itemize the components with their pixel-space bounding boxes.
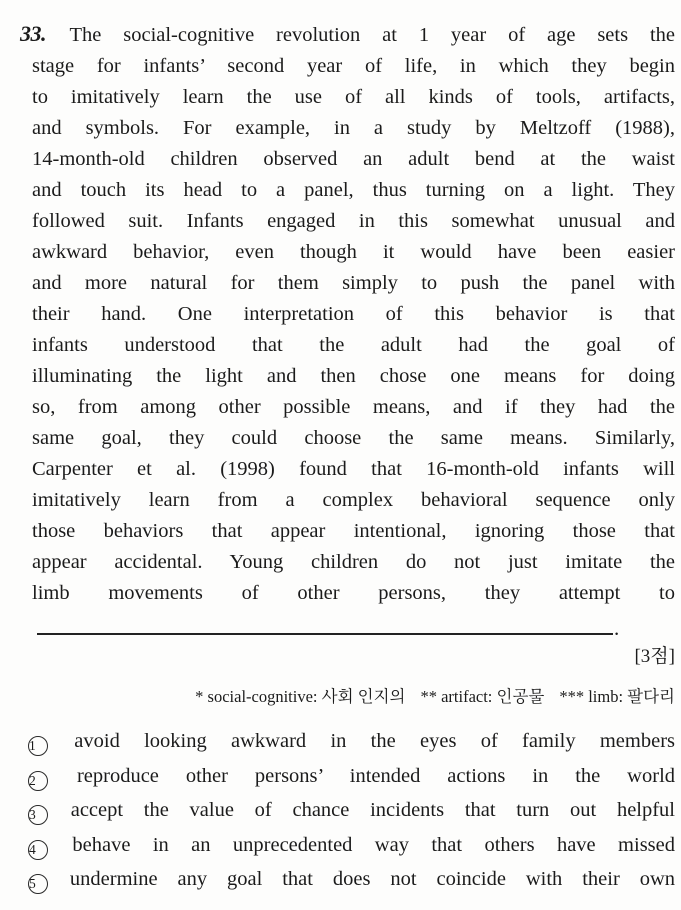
choice-option-3[interactable] bbox=[28, 793, 675, 828]
blank-underline-rule bbox=[37, 633, 613, 635]
points-badge: [3점] bbox=[634, 646, 675, 667]
choice-text: behave in an unprecedented way that others have missed bbox=[72, 833, 675, 856]
passage-line: to imitatively learn the use of all kinds of tools, artifacts, bbox=[32, 86, 675, 108]
passage-line: stage for infants’ second year of life, in which they begin bbox=[32, 55, 675, 77]
choice-option-4[interactable] bbox=[28, 828, 675, 863]
passage-line: illuminating the light and then chose one means for doing bbox=[32, 365, 675, 387]
vocabulary-footnotes bbox=[28, 684, 675, 710]
choice-option-5[interactable] bbox=[28, 862, 675, 897]
choice-circle-number-icon: 3 bbox=[28, 805, 48, 825]
footnote-social-cognitive: * social-cognitive: 사회 인지의 bbox=[195, 687, 406, 706]
passage-line: same goal, they could choose the same means. Similarly, bbox=[32, 427, 675, 449]
passage-line: their hand. One interpretation of this behavior is that bbox=[32, 303, 675, 325]
passage-line: awkward behavior, even though it would have been easier bbox=[32, 241, 675, 263]
choice-text: reproduce other persons’ intended actions in the world bbox=[76, 764, 676, 787]
passage-line: and symbols. For example, in a study by Meltzoff (1988), bbox=[32, 117, 675, 139]
choice-option-2[interactable] bbox=[28, 759, 675, 794]
passage-line: those behaviors that appear intentional, ignoring those that bbox=[32, 520, 675, 542]
footnote-artifact: ** artifact: 인공물 bbox=[420, 687, 545, 706]
answer-blank bbox=[37, 609, 675, 640]
passage-line: infants understood that the adult had the goal of bbox=[32, 334, 675, 356]
choice-text: accept the value of chance incidents that turn out helpful bbox=[70, 799, 676, 821]
passage-line: appear accidental. Young children do not just imitate the bbox=[32, 551, 675, 573]
choice-circle-number-icon: 4 bbox=[28, 840, 48, 860]
passage-line: 14-month-old children observed an adult bend at the waist bbox=[32, 148, 675, 170]
passage-line: followed suit. Infants engaged in this somewhat unusual and bbox=[32, 210, 675, 232]
footnote-limb: *** limb: 팔다리 bbox=[559, 687, 675, 706]
passage-line: and more natural for them simply to push the panel with bbox=[32, 272, 675, 294]
blank-trailing-period: . bbox=[614, 616, 620, 640]
passage-line: limb movements of other persons, they attempt to bbox=[32, 582, 675, 604]
choice-circle-number-icon: 2 bbox=[28, 771, 48, 791]
passage-line: so, from among other possible means, and if they had the bbox=[32, 396, 675, 418]
passage-line: imitatively learn from a complex behavioral sequence only bbox=[32, 489, 675, 511]
passage-line: Carpenter et al. (1998) found that 16-month-old infants will bbox=[32, 458, 675, 480]
choice-text: undermine any goal that does not coincide with their own bbox=[69, 868, 676, 890]
passage-line-text: The social-cognitive revolution at 1 year of age sets the bbox=[69, 24, 675, 46]
choice-text: avoid looking awkward in the eyes of family members bbox=[74, 730, 675, 752]
passage-line bbox=[20, 18, 675, 51]
question-passage bbox=[20, 18, 675, 640]
choice-option-1[interactable] bbox=[28, 724, 675, 759]
passage-line: and touch its head to a panel, thus turning on a light. They bbox=[32, 179, 675, 201]
question-number: 33. bbox=[20, 21, 46, 46]
choice-circle-number-icon: 1 bbox=[28, 736, 48, 756]
choice-circle-number-icon: 5 bbox=[28, 874, 48, 894]
answer-choices bbox=[28, 724, 675, 897]
